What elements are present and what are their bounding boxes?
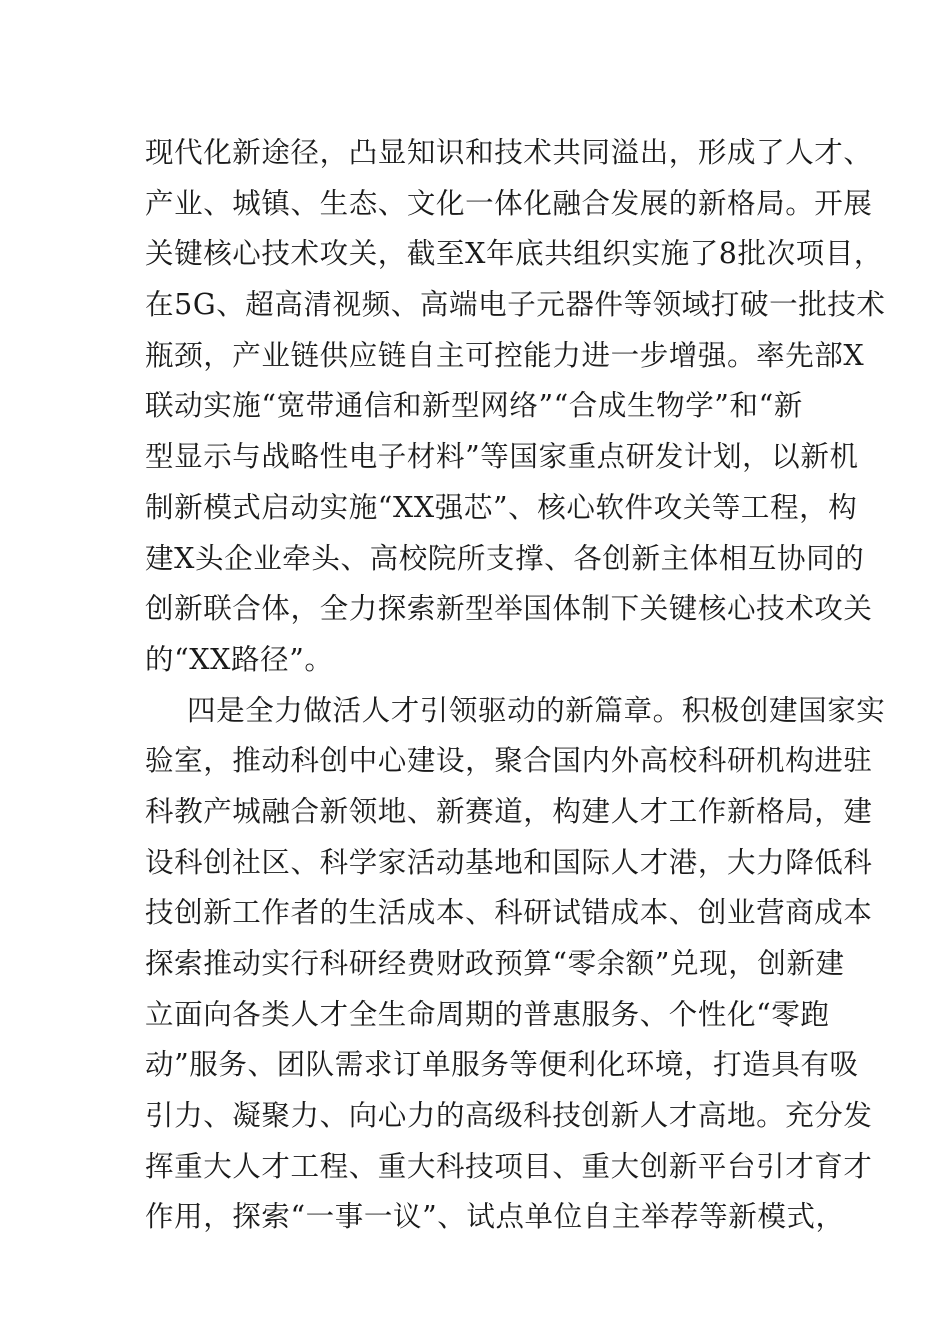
text-line: 作用，探索“一事一议”、试点单位自主举荐等新模式， [145,1200,845,1234]
text-line: 现代化新途径，凸显知识和技术共同溢出，形成了人才、 [145,136,873,169]
text-line: 的“XX路径”。 [145,642,334,676]
text-line: 设科创社区、科学家活动基地和国际人才港，大力降低科 [145,845,873,879]
text-line: 科教产城融合新领地、新赛道，构建人才工作新格局，建 [145,794,873,828]
text-line: 立面向各类人才全生命周期的普惠服务、个性化“零跑 [145,997,830,1031]
text-line: 挥重大人才工程、重大科技项目、重大创新平台引才育才 [145,1149,873,1183]
text-line: 创新联合体，全力探索新型举国体制下关键核心技术攻关 [145,592,873,626]
paragraph-start-line: 四是全力做活人才引领驱动的新篇章。积极创建国家实 [187,693,886,727]
text-line: 联动实施“宽带通信和新型网络”“合成生物学”和“新 [145,389,803,423]
text-line: 探索推动实行科研经费财政预算“零余额”兑现，创新建 [145,947,845,980]
text-line: 关键核心技术攻关，截至X年底共组织实施了8批次项目， [145,237,884,271]
text-line: 型显示与战略性电子材料”等国家重点研发计划，以新机 [145,440,859,474]
text-line: 引力、凝聚力、向心力的高级科技创新人才高地。充分发 [145,1099,873,1133]
text-line: 制新模式启动实施“XX强芯”、核心软件攻关等工程，构 [145,490,858,524]
text-line: 验室，推动科创中心建设，聚合国内外高校科研机构进驻 [145,744,873,778]
text-line: 在5G、超高清视频、高端电子元器件等领域打破一批技术 [145,288,886,322]
text-line: 产业、城镇、生态、文化一体化融合发展的新格局。开展 [145,186,873,220]
text-line: 动”服务、团队需求订单服务等便利化环境，打造具有吸 [145,1048,859,1082]
text-line: 瓶颈，产业链供应链自主可控能力进一步增强。率先部X [145,338,865,372]
text-line: 建X头企业牵头、高校院所支撑、各创新主体相互协同的 [145,541,865,575]
text-line: 技创新工作者的生活成本、科研试错成本、创业营商成本 [145,896,873,930]
body-text [145,128,886,1243]
